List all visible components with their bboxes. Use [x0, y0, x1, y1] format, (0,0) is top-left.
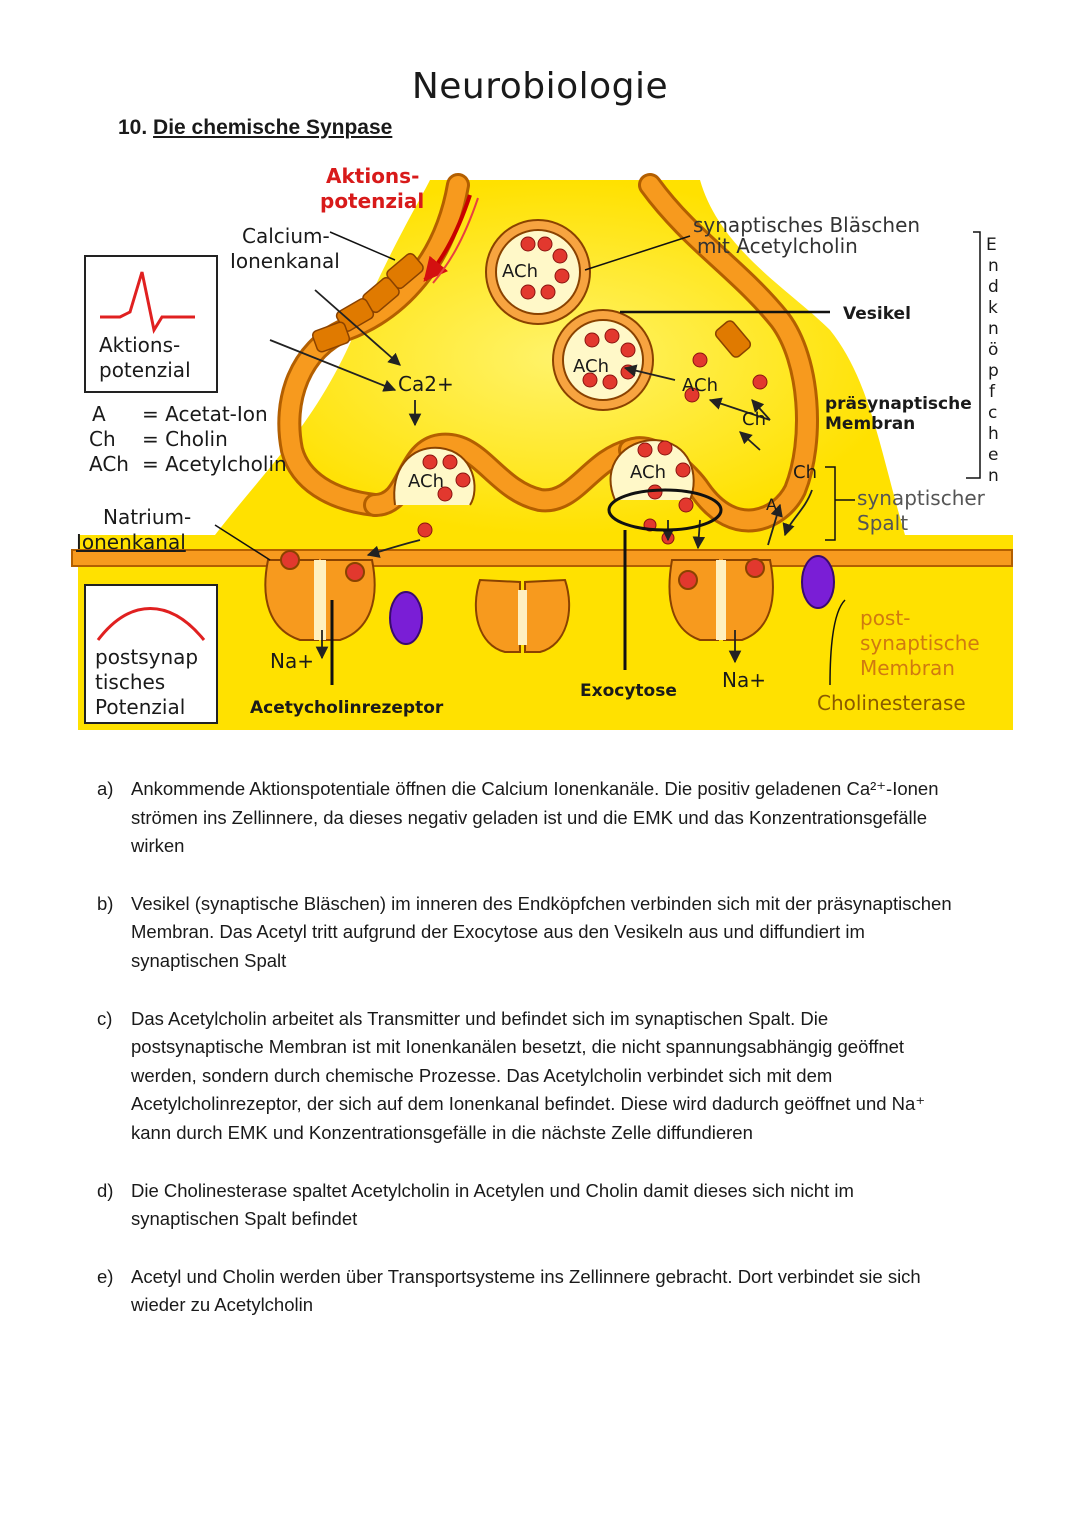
endknoepfchen-letter: e — [988, 445, 999, 465]
label-ach-1: ACh — [502, 261, 538, 282]
paragraph-line: Membran. Das Acetyl tritt aufgrund der Exocytose aus den Vesikeln aus und diffundiert im — [131, 921, 865, 943]
label-box-aktions: Aktions- — [99, 333, 181, 357]
label-cholinesterase: Cholinesterase — [817, 691, 966, 715]
label-endknoepfchen — [986, 235, 999, 486]
paragraph-a — [97, 775, 1022, 861]
label-ach-4: ACh — [630, 462, 666, 483]
endknoepfchen-letter: p — [988, 361, 999, 381]
paragraph-line: Acetylcholinrezeptor, der sich auf dem Ionenkanal befindet. Diese wird dadurch geöffnet und Na⁺ — [131, 1093, 926, 1115]
label-ca2: Ca2+ — [398, 372, 454, 396]
paragraph-b — [97, 890, 1022, 976]
paragraph-e — [97, 1263, 1022, 1320]
endknoepfchen-letter: n — [988, 466, 999, 486]
paragraph-line: wirken — [131, 835, 185, 857]
label-synaptischer: synaptischer — [857, 486, 985, 510]
label-ionenkanal: Ionenkanal — [230, 249, 340, 273]
label-tisches: tisches — [95, 670, 166, 694]
paragraph-line: synaptischen Spalt befindet — [131, 1208, 358, 1230]
legend-ach-def: = Acetylcholin — [142, 452, 287, 476]
paragraph-line: werden, sondern durch chemische Prozesse. Das Acetylcholin verbindet sich mit dem — [131, 1064, 833, 1086]
paragraph-line: wieder zu Acetylcholin — [131, 1294, 314, 1316]
paragraph-line: Acetyl und Cholin werden über Transportsysteme ins Zellinnere gebracht. Dort verbindet sie sich — [131, 1265, 921, 1287]
endknoepfchen-letter: f — [989, 382, 995, 402]
paragraph-d — [97, 1177, 1022, 1234]
label-natrium-ionenkanal: Ionenkanal — [76, 530, 186, 554]
paragraph-line: kann durch EMK und Konzentrationsgefälle in die nächste Zelle diffundieren — [131, 1121, 753, 1143]
postsynaptic-membrane — [72, 550, 1012, 566]
endknoepfchen-letter: c — [988, 403, 998, 423]
paragraph-line: synaptischen Spalt — [131, 949, 287, 971]
paragraph-label: e) — [97, 1265, 114, 1287]
label-blaeschen: synaptisches Bläschen — [693, 213, 921, 237]
label-ch-2: Ch — [793, 462, 817, 483]
section-heading — [118, 116, 392, 140]
paragraph-line: Vesikel (synaptische Bläschen) im inneren des Endköpfchen verbinden sich mit der präsynaptischen — [131, 892, 952, 914]
synapse-diagram — [0, 150, 1080, 740]
label-exocytose: Exocytose — [580, 681, 677, 701]
legend-a: A — [92, 402, 106, 426]
endknoepfchen-letter: E — [986, 235, 997, 255]
section-title: Die chemische Synpase — [153, 116, 393, 139]
section-number: 10. — [118, 116, 148, 139]
endknoepfchen-letter: n — [988, 256, 999, 276]
label-aktionspotenzial-top-2: potenzial — [320, 189, 425, 213]
label-ch-1: Ch — [742, 409, 766, 430]
label-vesikel: Vesikel — [843, 304, 911, 324]
label-potenzial: Potenzial — [95, 695, 186, 719]
label-calcium: Calcium- — [242, 224, 330, 248]
paragraph-label: b) — [97, 892, 114, 914]
legend-ch-def: = Cholin — [142, 427, 228, 451]
paragraph-label: c) — [97, 1007, 113, 1029]
label-na-left: Na+ — [270, 649, 314, 673]
paragraph-c — [97, 1005, 1022, 1148]
endknoepfchen-letter: ö — [988, 340, 999, 360]
label-spalt: Spalt — [857, 511, 909, 535]
paragraph-label: a) — [97, 778, 114, 799]
label-ach-2: ACh — [573, 356, 609, 377]
label-membran: Membran — [825, 414, 916, 434]
explanation-list — [97, 775, 1022, 1320]
paragraph-line: strömen ins Zellinnere, da dieses negativ geladen ist und die EMK und das Konzentrationsgefälle — [131, 806, 927, 828]
label-na-right: Na+ — [722, 668, 766, 692]
endknoepfchen-letter: k — [988, 298, 998, 318]
label-praesynaptische: präsynaptische — [825, 394, 972, 414]
label-post-membran: Membran — [860, 656, 955, 680]
label-aktionspotenzial-top: Aktions- — [326, 164, 420, 188]
legend-a-def: = Acetat-Ion — [142, 402, 268, 426]
label-blaeschen-2: mit Acetylcholin — [697, 234, 858, 258]
page-title: Neurobiologie — [411, 66, 669, 107]
label-natrium: Natrium- — [103, 505, 192, 529]
legend-ch: Ch — [89, 427, 116, 451]
endknoepfchen-letter: n — [988, 319, 999, 339]
paragraph-line: Das Acetylcholin arbeitet als Transmitter und befindet sich im synaptischen Spalt. Die — [131, 1007, 829, 1029]
paragraph-line: postsynaptische Membran ist mit Ionenkanälen besetzt, die nicht spannungsabhängig geöffnet — [131, 1036, 905, 1058]
endknoepfchen-letter: d — [988, 277, 999, 297]
paragraph-line: Die Cholinesterase spaltet Acetylcholin in Acetylen und Cholin damit dieses sich nicht im — [131, 1179, 854, 1201]
paragraph-line: Ankommende Aktionspotentiale öffnen die Calcium Ionenkanäle. Die positiv geladenen Ca²⁺-Ionen — [131, 778, 939, 799]
label-ach-5: ACh — [682, 375, 718, 396]
paragraph-label: d) — [97, 1179, 114, 1201]
label-synaptische: synaptische — [860, 631, 980, 655]
endknoepfchen-letter: h — [988, 424, 999, 444]
label-postsynap: postsynap — [95, 645, 199, 669]
label-box-potenzial: potenzial — [99, 358, 191, 382]
label-ach-3: ACh — [408, 471, 444, 492]
label-post: post- — [860, 606, 911, 630]
label-acetylcholinrezeptor: Acetycholinrezeptor — [250, 698, 444, 718]
legend-ach: ACh — [89, 452, 129, 476]
label-a: A — [766, 495, 777, 514]
